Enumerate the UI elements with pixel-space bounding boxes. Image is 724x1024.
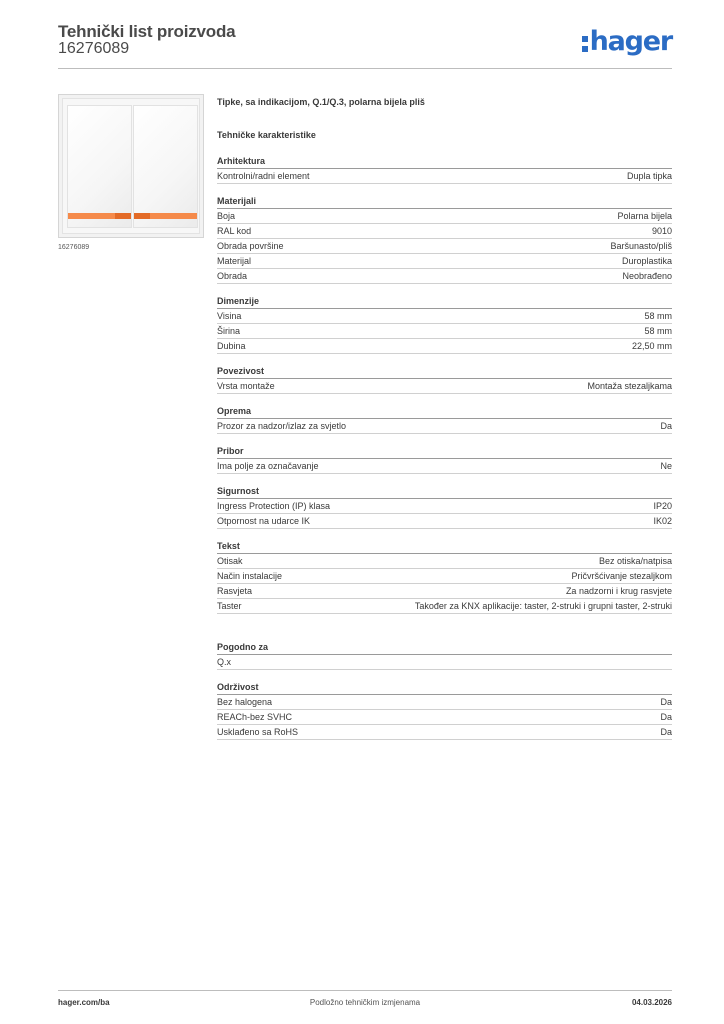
- characteristics-title: Tehničke karakteristike: [217, 130, 316, 140]
- spec-row: [217, 254, 672, 269]
- spec-group: [217, 364, 672, 394]
- spec-row: [217, 459, 672, 474]
- spec-label: Bez halogena: [217, 697, 273, 707]
- spec-value: Pričvršćivanje stezaljkom: [571, 571, 672, 581]
- switch-plate: [62, 98, 200, 234]
- spec-value: IP20: [653, 501, 672, 511]
- spec-label: Rasvjeta: [217, 586, 253, 596]
- spec-label: Otisak: [217, 556, 243, 566]
- spec-label: Visina: [217, 311, 242, 321]
- spec-group: [217, 154, 672, 184]
- spec-label: RAL kod: [217, 226, 252, 236]
- spec-value: IK02: [653, 516, 672, 526]
- spec-label: Boja: [217, 211, 236, 221]
- spec-group-title: Arhitektura: [217, 154, 672, 169]
- logo-dots-icon: [582, 30, 589, 52]
- spec-group-title: Tekst: [217, 539, 672, 554]
- spec-group: [217, 404, 672, 434]
- spec-label: Obrada površine: [217, 241, 284, 251]
- spec-groups: [217, 154, 672, 740]
- product-image: [58, 94, 204, 238]
- footer-date: 04.03.2026: [631, 998, 672, 1007]
- spec-row: [217, 514, 672, 529]
- spec-row: [217, 224, 672, 239]
- spec-group-title: Pribor: [217, 444, 672, 459]
- spec-row: [217, 499, 672, 514]
- spec-label: Vrsta montaže: [217, 381, 275, 391]
- spec-label: Ingress Protection (IP) klasa: [217, 501, 331, 511]
- spec-group-title: Održivost: [217, 680, 672, 695]
- spec-group-title: Oprema: [217, 404, 672, 419]
- spec-row: [217, 584, 672, 599]
- spec-label: Materijal: [217, 256, 252, 266]
- spec-label: Otpornost na udarce IK: [217, 516, 311, 526]
- spec-group-title: Materijali: [217, 194, 672, 209]
- product-description: Tipke, sa indikacijom, Q.1/Q.3, polarna bijela pliš: [217, 97, 425, 107]
- spec-row: [217, 599, 672, 614]
- header-divider: [58, 68, 672, 69]
- spec-group: [217, 484, 672, 529]
- spec-value: Da: [660, 697, 672, 707]
- spec-value: Ne: [660, 461, 672, 471]
- spec-value: 9010: [651, 226, 672, 236]
- spec-row: [217, 324, 672, 339]
- footer-website[interactable]: hager.com/ba: [58, 998, 110, 1007]
- spec-row: [217, 655, 672, 670]
- spec-group: [217, 294, 672, 354]
- spec-row: [217, 209, 672, 224]
- spec-group-title: Dimenzije: [217, 294, 672, 309]
- spec-label: Dubina: [217, 341, 246, 351]
- spec-row: [217, 239, 672, 254]
- spec-group: [217, 680, 672, 740]
- spec-row: [217, 169, 672, 184]
- rocker-left: [67, 105, 132, 228]
- spec-row: [217, 419, 672, 434]
- spec-value: 58 mm: [644, 311, 672, 321]
- spec-row: [217, 710, 672, 725]
- spec-group: [217, 194, 672, 284]
- spec-label: Prozor za nadzor/izlaz za svjetlo: [217, 421, 347, 431]
- spec-group-title: Povezivost: [217, 364, 672, 379]
- spec-value: Da: [660, 727, 672, 737]
- spec-label: Taster: [217, 601, 242, 611]
- spec-value: Dupla tipka: [626, 171, 672, 181]
- logo-text: hager: [589, 26, 672, 57]
- spec-group: [217, 444, 672, 474]
- spec-label: Obrada: [217, 271, 248, 281]
- spec-group: [217, 640, 672, 670]
- spec-row: [217, 339, 672, 354]
- spec-row: [217, 309, 672, 324]
- spec-value: Za nadzorni i krug rasvjete: [565, 586, 672, 596]
- spec-value: Duroplastika: [621, 256, 672, 266]
- spec-label: Kontrolni/radni element: [217, 171, 310, 181]
- page-header: [58, 20, 672, 70]
- spec-value: Da: [660, 421, 672, 431]
- spec-label: REACh-bez SVHC: [217, 712, 293, 722]
- spec-row: [217, 569, 672, 584]
- footer-divider: [58, 990, 672, 991]
- spec-group-title: Pogodno za: [217, 640, 672, 655]
- spec-row: [217, 695, 672, 710]
- spec-value: Baršunasto/pliš: [610, 241, 672, 251]
- spec-value: Neobrađeno: [622, 271, 672, 281]
- document-title: Tehnički list proizvoda: [58, 22, 236, 41]
- spec-value: Bez otiska/natpisa: [598, 556, 672, 566]
- spec-row: [217, 554, 672, 569]
- spec-value: Polarna bijela: [617, 211, 672, 221]
- spec-group-title: Sigurnost: [217, 484, 672, 499]
- rocker-right: [133, 105, 198, 228]
- spec-label: Ima polje za označavanje: [217, 461, 319, 471]
- product-code: 16276089: [58, 40, 130, 57]
- spec-label: Q.x: [217, 657, 232, 667]
- spec-value: 22,50 mm: [631, 341, 672, 351]
- spec-value: Da: [660, 712, 672, 722]
- indicator-led-right: [134, 213, 150, 219]
- spec-value: Montaža stezaljkama: [587, 381, 672, 391]
- spec-label: Način instalacije: [217, 571, 283, 581]
- spec-content: [217, 96, 672, 740]
- spec-value: 58 mm: [644, 326, 672, 336]
- spec-row: [217, 725, 672, 740]
- hager-logo[interactable]: [582, 26, 672, 57]
- spec-row: [217, 379, 672, 394]
- indicator-led-left: [115, 213, 131, 219]
- spec-value: Također za KNX aplikacije: taster, 2-struki i grupni taster, 2-struki: [414, 601, 672, 611]
- footer-disclaimer: Podložno tehničkim izmjenama: [309, 998, 421, 1007]
- spec-label: Usklađeno sa RoHS: [217, 727, 299, 737]
- spec-label: Širina: [217, 326, 241, 336]
- spec-row: [217, 269, 672, 284]
- image-caption: 16276089: [58, 244, 90, 251]
- spec-group: [217, 539, 672, 614]
